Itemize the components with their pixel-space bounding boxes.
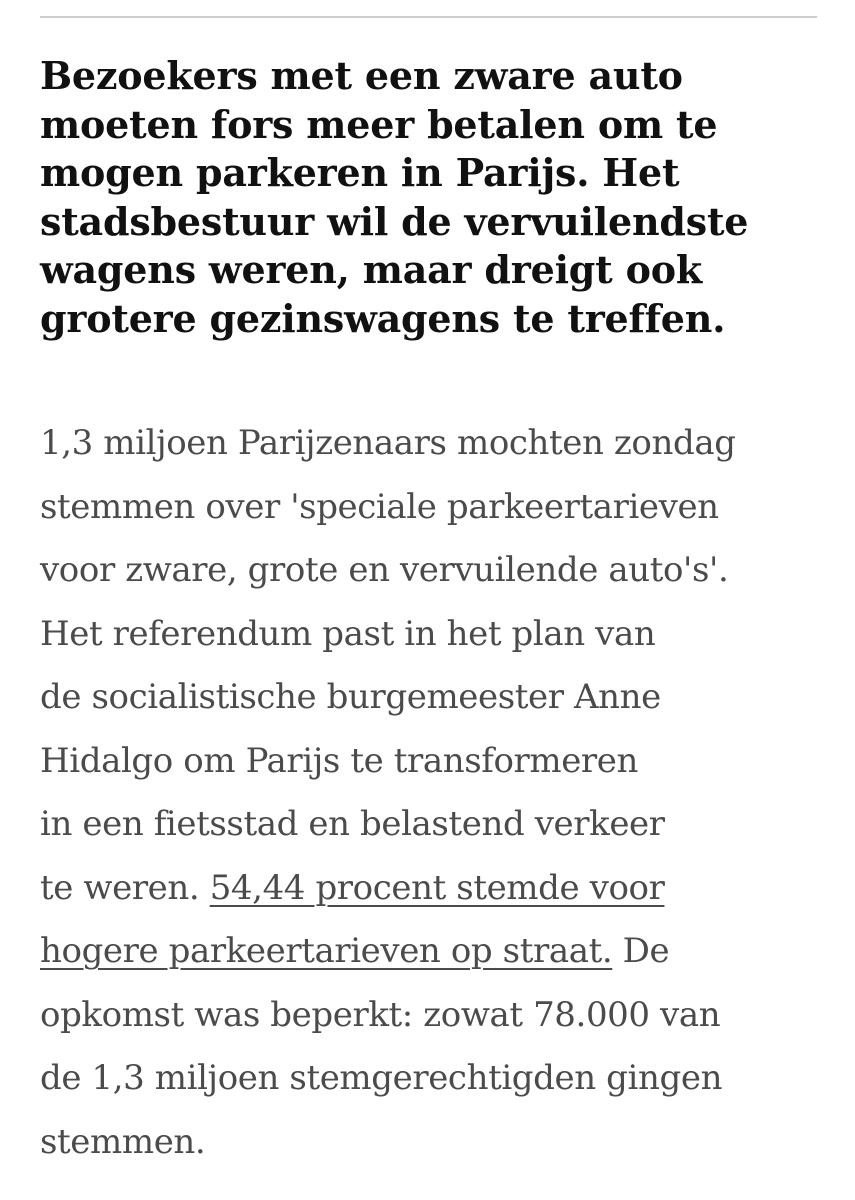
body-text: te weren.: [40, 867, 210, 908]
body-line: Het referendum past in het plan van: [40, 613, 656, 654]
body-line: voor zware, grote en vervuilende auto's'.: [40, 550, 729, 590]
lead-line: Bezoekers met een zware auto: [40, 53, 683, 98]
referendum-result-link-continued[interactable]: hogere parkeertarieven op straat.: [40, 931, 613, 971]
article-body: [40, 412, 830, 1174]
lead-line: moeten fors meer betalen om te: [40, 101, 718, 147]
article-lead: [40, 52, 830, 343]
body-line: Hidalgo om Parijs te transformeren: [40, 740, 639, 781]
body-line: in een fietsstad en belastend verkeer: [40, 804, 665, 844]
body-line: de 1,3 miljoen stemgerechtigden gingen: [40, 1058, 723, 1098]
top-divider: [40, 16, 817, 18]
body-line: [40, 857, 830, 921]
lead-line: wagens weren, maar dreigt ook: [40, 247, 702, 292]
body-text: De: [612, 931, 670, 971]
lead-line: grotere gezinswagens te treffen.: [40, 295, 726, 341]
referendum-result-link[interactable]: 54,44 procent stemde voor: [209, 867, 665, 908]
body-line: 1,3 miljoen Parijzenaars mochten zondag: [40, 423, 736, 463]
body-line: [40, 920, 830, 984]
lead-line: mogen parkeren in Parijs. Het: [40, 150, 680, 195]
body-line: stemmen over 'speciale parkeertarieven: [40, 486, 719, 527]
body-line: de socialistische burgemeester Anne: [40, 677, 661, 717]
body-line: opkomst was beperkt: zowat 78.000 van: [40, 994, 721, 1035]
body-line: stemmen.: [40, 1121, 206, 1162]
lead-line: stadsbestuur wil de vervuilendste: [40, 198, 749, 244]
